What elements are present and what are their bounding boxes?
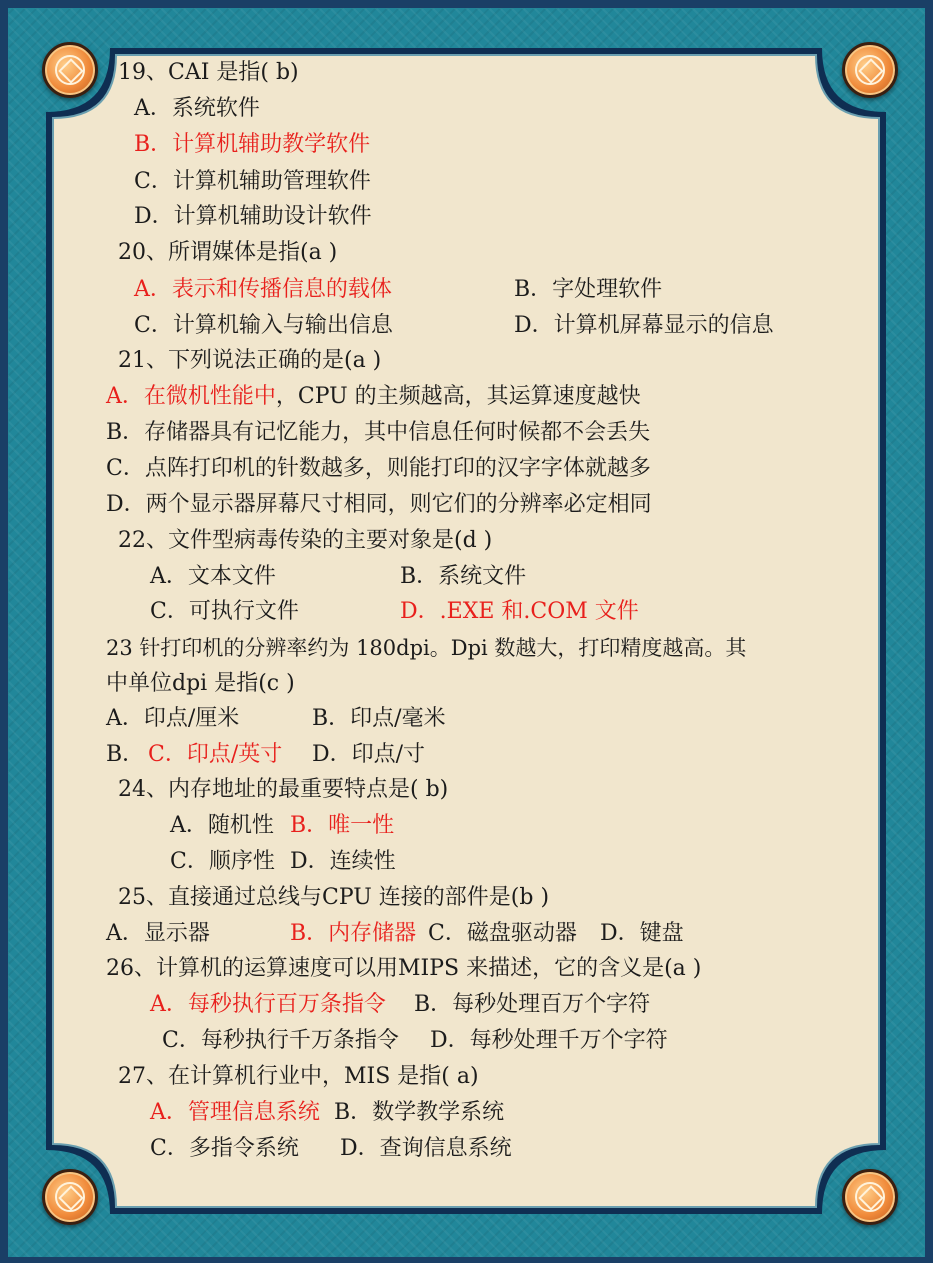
question-20-stem: 20、所谓媒体是指(a ) bbox=[118, 240, 338, 265]
question-19-option-c: C．计算机辅助管理软件 bbox=[134, 169, 371, 194]
question-23-option-b: B．印点/毫米 bbox=[312, 706, 446, 731]
question-21-stem: 21、下列说法正确的是(a ) bbox=[118, 348, 382, 373]
question-22-option-c: C．可执行文件 bbox=[150, 599, 299, 624]
question-20-option-c: C．计算机输入与输出信息 bbox=[134, 313, 393, 338]
question-20-option-b: B．字处理软件 bbox=[514, 277, 663, 302]
question-21-option-a bbox=[106, 382, 641, 412]
question-19-option-a: A．系统软件 bbox=[134, 96, 260, 121]
question-25-option-d: D．键盘 bbox=[600, 921, 684, 946]
question-23-option-c-answer: C．印点/英寸 bbox=[148, 742, 283, 767]
question-27-stem: 27、在计算机行业中，MIS 是指( a) bbox=[118, 1064, 479, 1089]
question-22-option-d-answer: D．.EXE 和.COM 文件 bbox=[400, 599, 639, 624]
question-25-option-b-answer: B．内存储器 bbox=[290, 921, 417, 946]
question-19-option-d: D．计算机辅助设计软件 bbox=[134, 204, 372, 229]
question-23-stem-continued: 中单位dpi 是指(c ) bbox=[106, 671, 295, 696]
question-19-option-b-answer: B．计算机辅助教学软件 bbox=[134, 132, 371, 157]
question-22-option-b: B．系统文件 bbox=[400, 564, 527, 589]
question-26-option-c: C．每秒执行千万条指令 bbox=[162, 1028, 399, 1053]
corner-medallion-bottom-left bbox=[42, 1169, 98, 1225]
question-21-option-b: B．存储器具有记忆能力，其中信息任何时候都不会丢失 bbox=[106, 420, 651, 445]
question-24-option-b-answer: B．唯一性 bbox=[290, 813, 395, 838]
question-23-option-b-prefix: B． bbox=[106, 742, 145, 767]
question-24-option-c: C．顺序性 bbox=[170, 849, 275, 874]
question-23-option-a: A．印点/厘米 bbox=[106, 706, 240, 731]
corner-medallion-top-right bbox=[842, 42, 898, 98]
corner-medallion-bottom-right bbox=[842, 1169, 898, 1225]
question-26-option-d: D．每秒处理千万个字符 bbox=[430, 1028, 668, 1053]
question-21-option-a-rest: ，CPU 的主频越高，其运算速度越快 bbox=[275, 384, 641, 409]
question-26-option-a-answer: A．每秒执行百万条指令 bbox=[150, 992, 386, 1017]
question-22-stem: 22、文件型病毒传染的主要对象是(d ) bbox=[118, 528, 493, 553]
question-21-option-d: D．两个显示器屏幕尺寸相同，则它们的分辨率必定相同 bbox=[106, 492, 652, 517]
question-24-stem: 24、内存地址的最重要特点是( b) bbox=[118, 777, 449, 802]
question-19-stem: 19、CAI 是指( b) bbox=[118, 60, 299, 85]
corner-medallion-top-left bbox=[42, 42, 98, 98]
question-27-option-a-answer: A．管理信息系统 bbox=[150, 1100, 320, 1125]
question-21-option-a-answer: A．在微机性能中 bbox=[106, 384, 276, 409]
question-25-option-c: C．磁盘驱动器 bbox=[428, 921, 577, 946]
question-20-option-d: D．计算机屏幕显示的信息 bbox=[514, 313, 774, 338]
question-26-stem: 26、计算机的运算速度可以用MIPS 来描述，它的含义是(a ) bbox=[106, 956, 702, 981]
question-25-option-a: A．显示器 bbox=[106, 921, 210, 946]
question-25-stem: 25、直接通过总线与CPU 连接的部件是(b ) bbox=[118, 885, 550, 910]
question-21-option-c: C．点阵打印机的针数越多，则能打印的汉字字体就越多 bbox=[106, 456, 651, 481]
question-23-stem: 23 针打印机的分辨率约为 180dpi。Dpi 数越大，打印精度越高。其 bbox=[106, 636, 747, 660]
question-22-option-a: A．文本文件 bbox=[150, 564, 276, 589]
question-24-option-d: D．连续性 bbox=[290, 849, 396, 874]
question-27-option-d: D．查询信息系统 bbox=[340, 1136, 512, 1161]
question-27-option-b: B．数学教学系统 bbox=[334, 1100, 505, 1125]
question-24-option-a: A．随机性 bbox=[170, 813, 274, 838]
question-20-option-a-answer: A．表示和传播信息的载体 bbox=[134, 277, 392, 302]
question-23-option-d: D．印点/寸 bbox=[312, 742, 426, 767]
question-26-option-b: B．每秒处理百万个字符 bbox=[414, 992, 651, 1017]
question-27-option-c: C．多指令系统 bbox=[150, 1136, 299, 1161]
